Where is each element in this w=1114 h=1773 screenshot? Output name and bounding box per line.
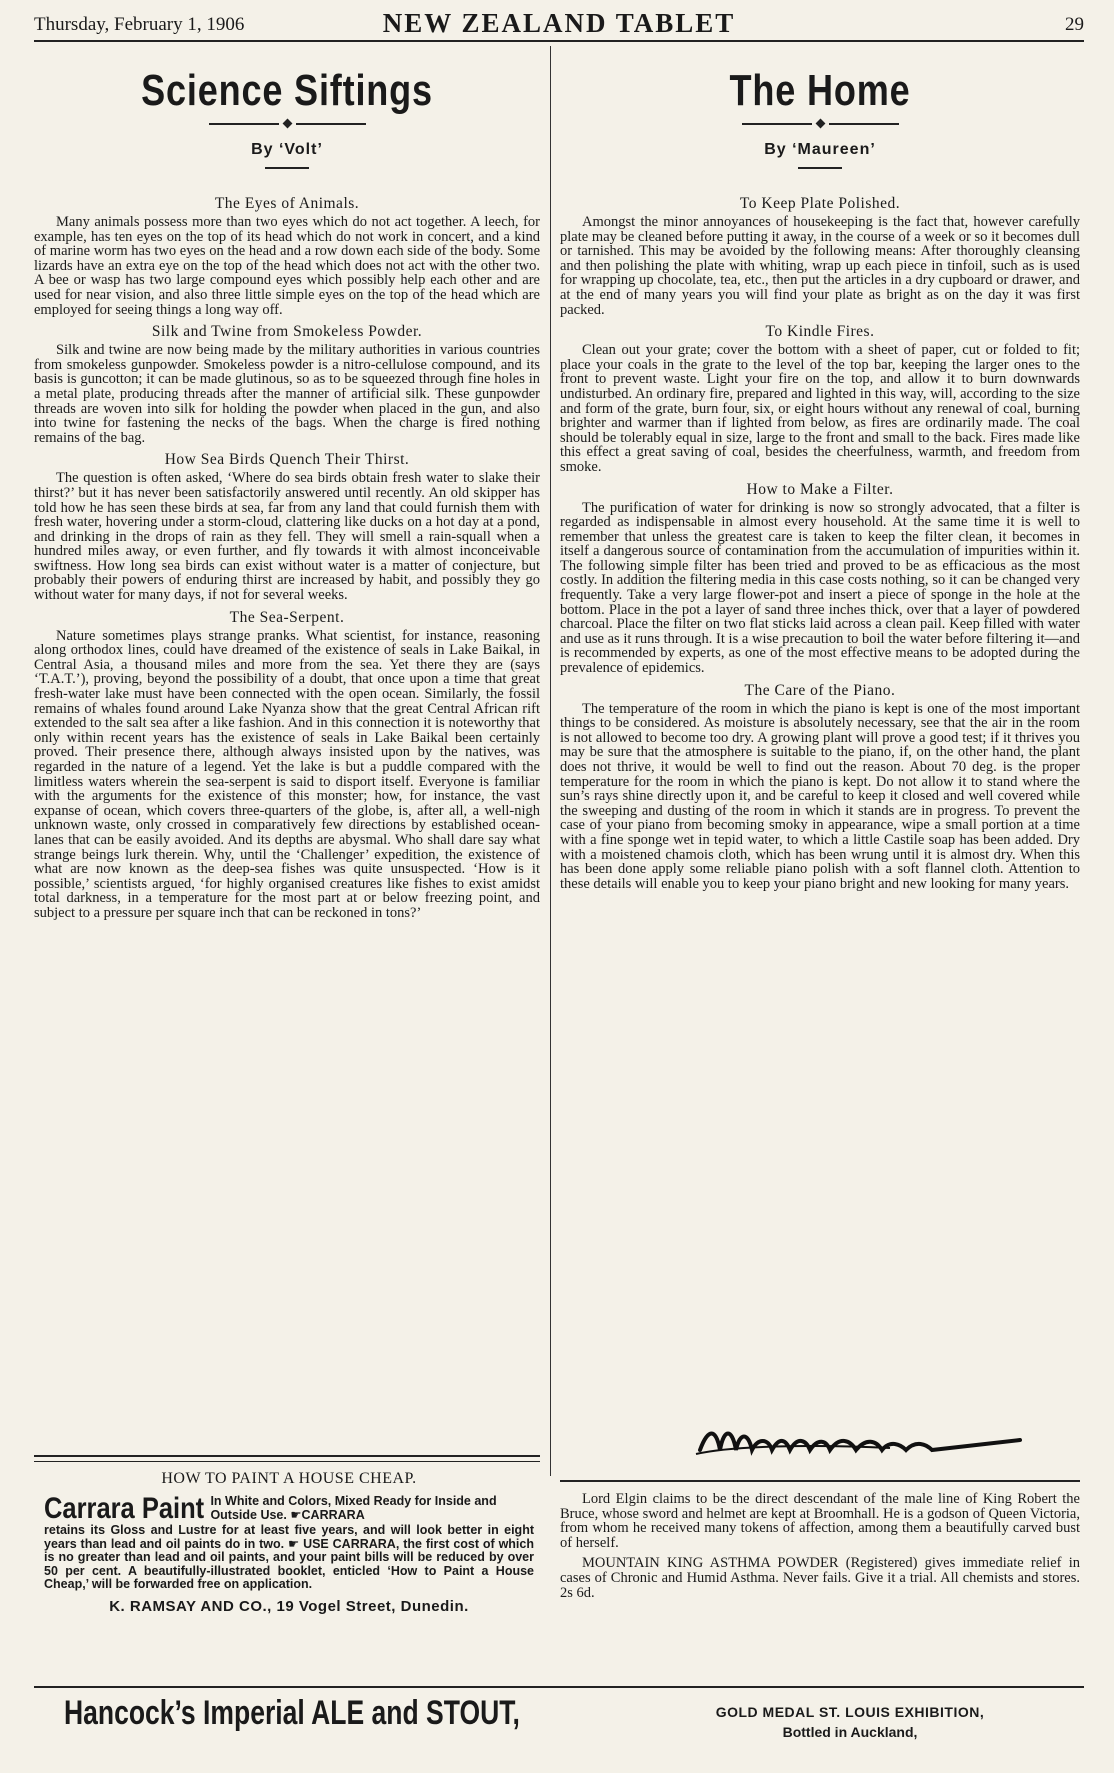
section-paragraph: The temperature of the room in which the piano is kept is one of the most important things to be considered. As moisture is absolutely necessary, see that the air in the room is not allowed to become too dry. A growing plant will prove a good test; if it thrives you may be sure that the atmosphere is suitable to the piano, if, on the other hand, the plant does not thrive, it would be well to find out the reason. About 70 deg. is the proper temperature for the room in which the piano is kept. Do not allow it to stand where the sun’s rays shine directly upon it, and be careful to keep it closed and well covered while the sweeping and dusting of the room in which it stands are in progress. To prevent the case of your piano from becoming smoky in appearance, wipe a small portion at a time with a fine sponge wet in tepid water, to which a little Castile soap has been added. Dry with a moistened chamois cloth, which has been wrung until it is almost dry. When this has been done apply some reliable piano polish with a soft flannel cloth. Attention to these details will enable you to keep your piano bright and new looking for many years. xyxy=(560,700,1080,892)
maureen-signature xyxy=(690,1410,1030,1470)
section-subhead: To Kindle Fires. xyxy=(765,323,875,341)
section-paragraph: Many animals possess more than two eyes which do not act together. A leech, for example, has ten eyes on the top of its head which do not work in concert, and a kind of marine worm has two eyes on the head and a row down each side of the body. Some lizards have an extra eye on the top of the head which does not act with the other two. A bee or wasp has two large compound eyes which possibly help each other and are used for near vision, and also three little simple eyes on the top of the head which are employed for seeing things a long way off. xyxy=(34,214,540,318)
ad-body: retains its Gloss and Lustre for at least five years, and will look better in eight years than lead and oil paints do in two. ☛ USE CARRARA, the first cost of which is no greater than lead and oil paints, and your paint bills will be reduced by over 50 per cent. A beautifully-illustrated booklet, enticled ‘How to Paint a House Cheap,’ will be forwarded free on application. xyxy=(44,1523,534,1591)
section-paragraph: The question is often asked, ‘Where do sea birds obtain fresh water to slake their thirst?’ but it has never been satisfactorily answered until recently. An old skipper has told how he has seen these birds at sea, far from any land that could furnish them with fresh water, hovering under a storm-cloud, clattering like ducks on a hot day at a pond, and drinking in the drops of rain as they fell. They will smell a rain-squall when a hundred miles away, or even further, and fly towards it with almost inconceivable swiftness. How long sea birds can exist without water is a matter of conjecture, but probably their powers of enduring thirst are increased by habit, and possibly they go without water for many days, if not for several weeks. xyxy=(34,470,540,604)
ad-separator-rule xyxy=(34,1455,540,1462)
title-ornament xyxy=(560,120,1080,127)
note-paragraph: MOUNTAIN KING ASTHMA POWDER (Registered) gives immediate relief in cases of Chronic and Humid Asthma. Never fails. Give it a trial. All chemists and stores. 2s 6d. xyxy=(560,1555,1080,1601)
masthead xyxy=(34,6,1084,42)
section-subhead: The Eyes of Animals. xyxy=(214,195,360,212)
issue-date: Thursday, February 1, 1906 xyxy=(34,14,245,35)
ad-heading: HOW TO PAINT A HOUSE CHEAP. xyxy=(161,1470,417,1487)
byline-rule xyxy=(798,167,842,169)
science-title: Science Siftings xyxy=(141,66,433,115)
science-column xyxy=(34,46,540,1445)
section-paragraph: Silk and twine are now being made by the military authorities in various countries from smokeless gunpowder. Smokeless powder is a nitro-cellulose compound, and its basis is guncotton; it can be made glutinous, so as to be squeezed through fine holes in a metal plate, producing threads after the manner of artificial silk. These gunpowder threads are woven into silk for holding the powder when placed in the gun, and also into twine for fastening the necks of the bags. When the charge is fired nothing remains of the bag. xyxy=(34,342,540,446)
home-byline: By ‘Maureen’ xyxy=(764,141,876,158)
bottled-line: Bottled in Auckland, xyxy=(782,1724,918,1740)
science-byline: By ‘Volt’ xyxy=(251,141,323,158)
section-paragraph: Clean out your grate; cover the bottom with a sheet of paper, cut or folded to fit; place your coals in the grate to the level of the top bar, keeping the larger ones to the front to prevent waste. Light your fire on the top, and allow it to burn downwards undisturbed. An ordinary fire, prepared and lighted in this way, will, according to the size and form of the grate, burn four, six, or eight hours without any renewal of coal, burning brighter and warmer than if lighted from below, as fires are ordinarily made. The coal should be tolerably equal in size, large to the front and small to the back. Fires made like this effect a great saving of coal, besides the cheerfulness, warmth, and freedom from smoke. xyxy=(560,342,1080,475)
section-subhead: The Care of the Piano. xyxy=(744,681,896,699)
section-subhead: How to Make a Filter. xyxy=(746,480,894,498)
section-subhead: The Sea-Serpent. xyxy=(229,608,345,626)
newspaper-title: NEW ZEALAND TABLET xyxy=(382,8,736,38)
byline-rule xyxy=(265,167,309,169)
exhibition-line: GOLD MEDAL ST. LOUIS EXHIBITION, xyxy=(715,1704,985,1720)
column-divider xyxy=(550,46,551,1476)
ad-brand-text: In White and Colors, Mixed Ready for Inside and Outside Use. ☛CARRARA xyxy=(210,1494,497,1522)
notes-block xyxy=(560,1492,1080,1606)
section-paragraph: Nature sometimes plays strange pranks. What scientist, for instance, reasoning along orthodox lines, could have dreamed of the existence of seals in Lake Baikal, in Central Asia, a thousand miles and more from the sea. Yet there they are (says ‘T.A.T.’), proving, beyond the possibility of a doubt, that once upon a time that great fresh-water lake must have been connected with the open ocean. Similarly, the fossil remains of whales found around Lake Nyanza show that the great Central African rift extended to the salt sea after a like fashion. And in this connection it is noteworthy that only within recent years has the existence of seals in Lake Baikal been certainly proved. Their presence there, although always insisted upon by the natives, was regarded in the nature of a legend. Yet the lake is but a puddle compared with the limitless waters wherein the sea-serpent is said to disport itself. Everyone is familiar with the arguments for the existence of this monster; how, for instance, the vast expanse of ocean, which covers three-quarters of the globe, is, after all, a well-nigh unknown waste, only crossed in comparatively few directions by established ocean-lanes that can be easily avoided. And its depths are abysmal. Who shall dare say what strange beings lurk therein. Why, until the ‘Challenger’ expedition, the existence of what are now known as the deep-sea fishes was quite unsuspected. ‘How is it possible,’ scientists argued, ‘for highly organised creatures like fishes to exist amidst total darkness, in a temperature for the most part at or below freezing point, and subject to a pressure per square inch that can be reckoned in tons?’ xyxy=(34,627,540,921)
section-subhead: How Sea Birds Quench Their Thirst. xyxy=(164,451,410,469)
ad-brand: Carrara Paint xyxy=(44,1492,205,1525)
home-column xyxy=(560,46,1080,1445)
ad-brand-row xyxy=(44,1494,534,1524)
page-number: 29 xyxy=(1065,14,1084,35)
notes-separator-rule xyxy=(560,1480,1080,1485)
home-title: The Home xyxy=(729,66,911,115)
carrara-paint-ad xyxy=(44,1470,534,1615)
footer-rule xyxy=(34,1686,1084,1688)
hancocks-ale-ad: Hancock’s Imperial ALE and STOUT, xyxy=(64,1694,520,1732)
section-paragraph: The purification of water for drinking is now so strongly advocated, that a filter is regarded as indispensable in almost every household. At the same time it is well to remember that unless the greatest care is taken to keep the filter clean, it becomes in itself a dangerous source of contamination from the accumulation of impurities within it. The following simple filter has been tried and proved to be as efficacious as the most costly. In addition the filtering media in this case costs nothing, so it can be changed very frequently. Take a very large flower-pot and insert a piece of sponge in the hole at the bottom. Place in the pot a layer of sand three inches thick, over that a layer of powdered charcoal. Place the filter on two flat sticks laid across a clean pail. Keep filled with water and use as it runs through. It is a wise precaution to boil the water before filtering it—and is recommended by experts, as one of the most effective means to be adopted during the prevalence of epidemics. xyxy=(560,499,1080,677)
exhibition-notice xyxy=(660,1704,1040,1740)
title-ornament xyxy=(34,120,540,127)
section-paragraph: Amongst the minor annoyances of housekeeping is the fact that, however carefully plate may be cleaned before putting it away, in the course of a week or so it becomes dull or tarnished. This may be avoided by the following means: After thoroughly cleansing and then polishing the plate with whiting, wrap up each piece in tinfoil, such as is used for wrapping up chocolate, tea, etc., then put the articles in a dry cupboard or drawer, and at the end of many years you will find your plate as bright as on the day it was first packed. xyxy=(560,214,1080,318)
section-subhead: Silk and Twine from Smokeless Powder. xyxy=(151,323,423,341)
note-paragraph: Lord Elgin claims to be the direct descendant of the male line of King Robert the Bruce, whose sword and helmet are kept at Broomhall. He is a godson of Queen Victoria, from whom he received many tokens of affection, among them a beautifully carved bust of herself. xyxy=(560,1491,1080,1551)
section-subhead: To Keep Plate Polished. xyxy=(739,195,901,212)
ad-footer: K. RAMSAY AND CO., 19 Vogel Street, Dunedin. xyxy=(109,1597,469,1615)
